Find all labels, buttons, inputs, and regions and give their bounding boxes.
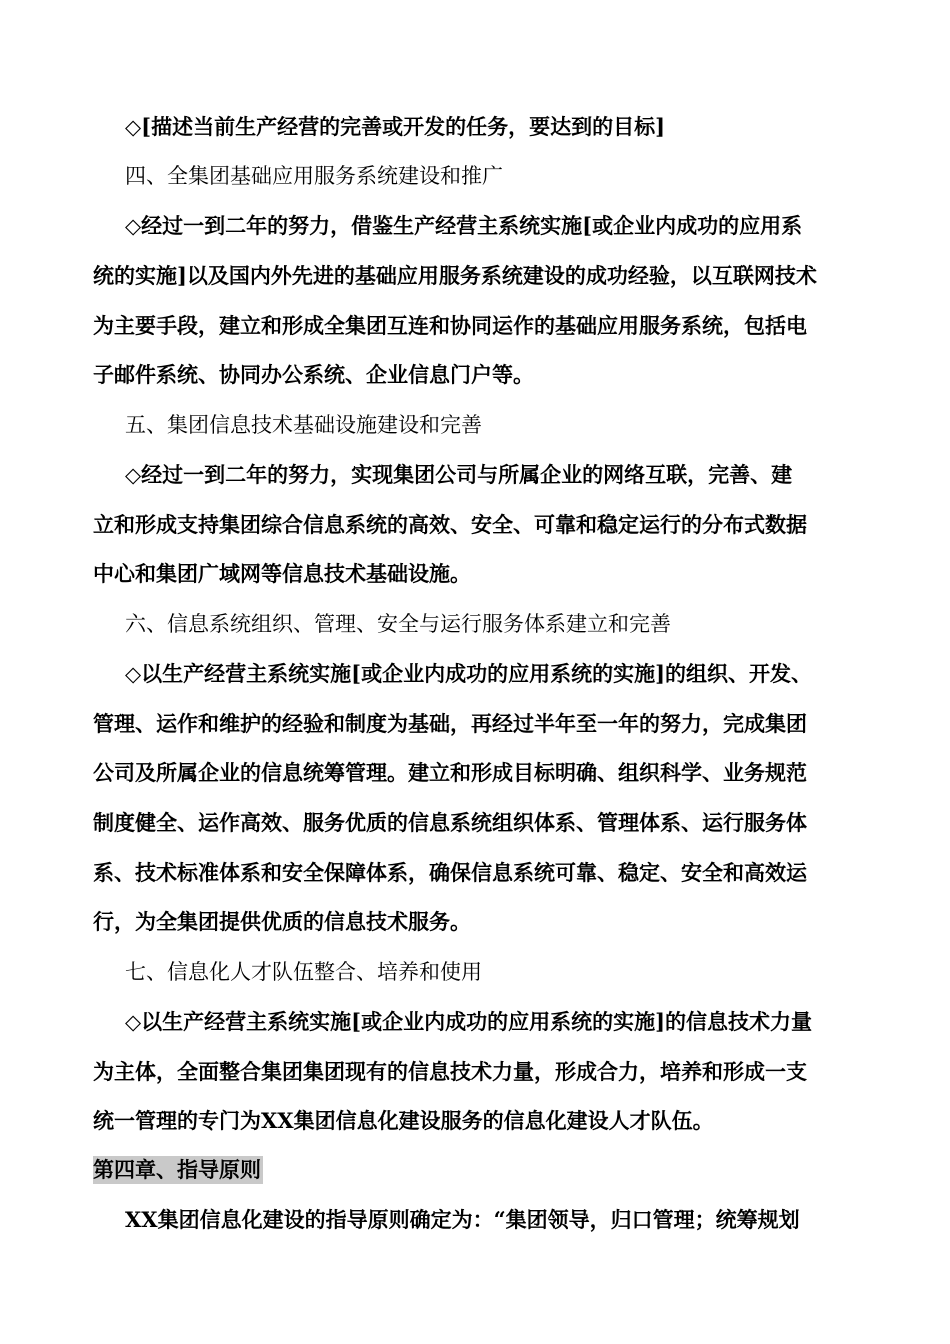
paragraph-5-line-2: 立和形成支持集团综合信息系统的高效、安全、可靠和稳定运行的分布式数据 <box>93 512 807 537</box>
paragraph-6-line-4: 制度健全、运作高效、服务优质的信息系统组织体系、管理体系、运行服务体 <box>93 810 807 835</box>
paragraph-5-line-1: ◇经过一到二年的努力，实现集团公司与所属企业的网络互联，完善、建 <box>125 462 793 487</box>
paragraph-5-line-3: 中心和集团广域网等信息技术基础设施。 <box>93 561 471 586</box>
paragraph-7-line-1: ◇以生产经营主系统实施[或企业内成功的应用系统的实施]的信息技术力量 <box>125 1009 813 1034</box>
paragraph-6-line-2: 管理、运作和维护的经验和制度为基础，再经过半年至一年的努力，完成集团 <box>93 711 807 736</box>
paragraph-6-line-1: ◇以生产经营主系统实施[或企业内成功的应用系统的实施]的组织、开发、 <box>125 661 813 686</box>
principles-line-1: XX集团信息化建设的指导原则确定为：“集团领导，归口管理；统筹规划 <box>125 1207 800 1232</box>
section-heading-5: 五、集团信息技术基础设施建设和完善 <box>125 413 482 437</box>
bullet-target-description: ◇[描述当前生产经营的完善或开发的任务，要达到的目标] <box>125 114 666 139</box>
paragraph-6-line-5: 系、技术标准体系和安全保障体系，确保信息系统可靠、稳定、安全和高效运 <box>93 860 807 885</box>
section-heading-6: 六、信息系统组织、管理、安全与运行服务体系建立和完善 <box>125 612 671 636</box>
paragraph-6-line-3: 公司及所属企业的信息统筹管理。建立和形成目标明确、组织科学、业务规范 <box>93 760 807 785</box>
paragraph-4-line-3: 为主要手段，建立和形成全集团互连和协同运作的基础应用服务系统，包括电 <box>93 313 807 338</box>
section-heading-7: 七、信息化人才队伍整合、培养和使用 <box>125 960 482 984</box>
section-heading-4: 四、全集团基础应用服务系统建设和推广 <box>125 164 503 188</box>
paragraph-7-line-2: 为主体，全面整合集团集团现有的信息技术力量，形成合力，培养和形成一支 <box>93 1059 807 1084</box>
paragraph-7-line-3: 统一管理的专门为XX集团信息化建设服务的信息化建设人才队伍。 <box>93 1108 714 1133</box>
paragraph-4-line-2: 统的实施]以及国内外先进的基础应用服务系统建设的成功经验，以互联网技术 <box>93 263 817 288</box>
paragraph-6-line-6: 行，为全集团提供优质的信息技术服务。 <box>93 909 471 934</box>
paragraph-4-line-4: 子邮件系统、协同办公系统、企业信息门户等。 <box>93 362 534 387</box>
paragraph-4-line-1: ◇经过一到二年的努力，借鉴生产经营主系统实施[或企业内成功的应用系 <box>125 213 803 238</box>
chapter-heading: 第四章、指导原则 <box>93 1157 261 1182</box>
